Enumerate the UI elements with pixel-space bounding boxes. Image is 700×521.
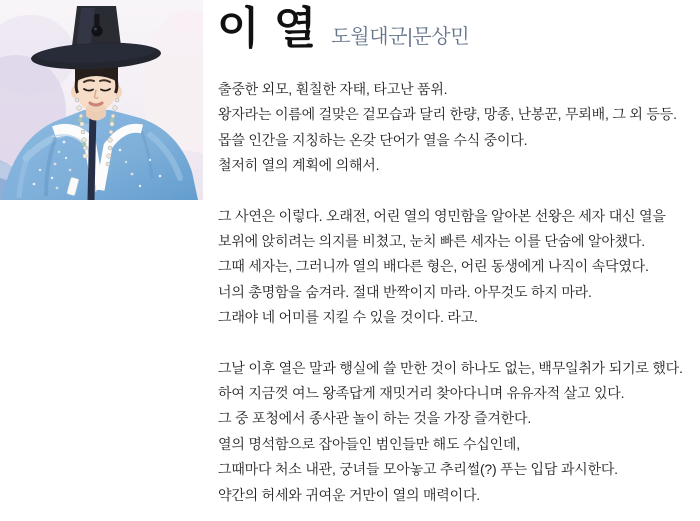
bio-paragraph-3 — [218, 356, 700, 508]
bio-line: 그 중 포청에서 종사관 놀이 하는 것을 가장 즐겨한다. — [218, 410, 532, 427]
bio-line: 그때마다 처소 내관, 궁녀들 모아놓고 추리썰(?) 푸는 입담 과시한다. — [218, 461, 618, 478]
bio-line: 그날 이후 열은 말과 행실에 쓸 만한 것이 하나도 없는, 백무일취가 되기로 했다. — [218, 359, 683, 376]
bio-paragraph-2 — [218, 204, 700, 331]
bio-line: 출중한 외모, 훤칠한 자태, 타고난 품위. — [218, 81, 448, 97]
bio-line: 그 사연은 이렇다. 오래전, 어린 열의 영민함을 알아본 선왕은 세자 대신 열을 — [218, 207, 666, 224]
character-name: 이 열 — [217, 4, 318, 53]
bio-line: 왕자라는 이름에 걸맞은 겉모습과 달리 한량, 망종, 난봉꾼, 무뢰배, 그 외 등등. — [218, 106, 677, 123]
bio-paragraph-1 — [218, 77, 700, 179]
bio-line: 약간의 허세와 귀여운 거만이 열의 매력이다. — [218, 486, 480, 503]
bio-line: 그래야 네 어미를 지킬 수 있을 것이다. 라고. — [218, 309, 478, 326]
bio-line: 철저히 열의 계획에 의해서. — [218, 157, 380, 174]
character-bio — [218, 77, 700, 508]
character-portrait-photo — [0, 0, 203, 200]
hanbok-portrait-illustration — [0, 0, 203, 200]
character-header — [217, 4, 469, 53]
bio-line: 너의 총명함을 숨겨라. 절대 반짝이지 마라. 아무것도 하지 마라. — [218, 283, 592, 300]
bio-line: 하여 지금껏 여느 왕족답게 재밋거리 찾아다니며 유유자적 살고 있다. — [218, 385, 625, 402]
bio-line: 그때 세자는, 그러니까 열의 배다른 형은, 어린 동생에게 나직이 속닥였다. — [218, 258, 649, 275]
bio-line: 보위에 앉히려는 의지를 비쳤고, 눈치 빠른 세자는 이를 단숨에 알아챘다. — [218, 233, 645, 250]
character-title-actor: 도월대군|문상민 — [331, 26, 470, 48]
bio-line: 몹쓸 인간을 지칭하는 온갖 단어가 열을 수식 중이다. — [218, 131, 528, 148]
bio-line: 열의 명석함으로 잡아들인 범인들만 해도 수십인데, — [218, 435, 520, 452]
